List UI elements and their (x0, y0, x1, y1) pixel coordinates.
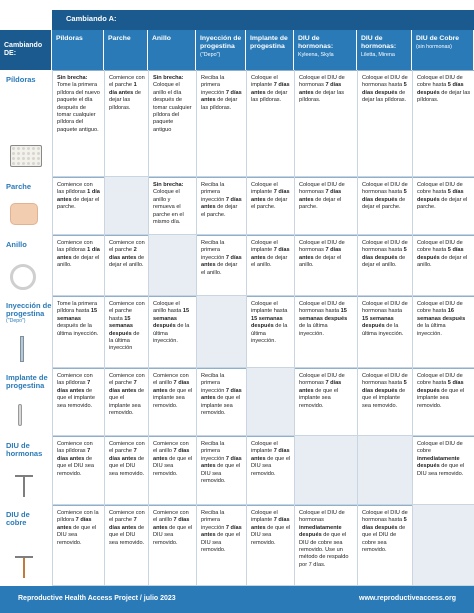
instruction-cell: Reciba la primera inyección 7 días antes de dejar el anillo. (196, 235, 246, 296)
empty-cell (246, 368, 294, 436)
footer-website-link[interactable]: www.reproductiveaccess.org (359, 595, 456, 602)
instruction-cell: Comience con el parche 7 días antes de que el DIU sea removido. (104, 436, 148, 505)
instruction-cell: Reciba la primera inyección 7 días antes de que el DIU sea removido. (196, 505, 246, 586)
instruction-cell: Coloque el DIU de hormonas hasta 5 días después de que el DIU de cobre sea removido. (357, 505, 412, 586)
empty-cell (294, 436, 357, 505)
instruction-cell: Comience con el parche hasta 15 semanas después de la última inyección (104, 296, 148, 368)
column-header (246, 30, 294, 70)
instruction-cell: Reciba la primera inyección 7 días antes de que el implante sea removido. (196, 368, 246, 436)
column-header-label: Píldoras (56, 35, 83, 42)
syringe-icon (20, 336, 24, 362)
empty-cell (412, 505, 474, 586)
instruction-cell: Coloque el DIU de hormonas hasta 5 días después de dejar las píldoras. (357, 70, 412, 177)
instruction-cell: Coloque el DIU de cobre hasta 5 días después de dejar el anillo. (412, 235, 474, 296)
instruction-cell: Coloque el DIU de hormonas 7 días antes de dejar el parche. (294, 177, 357, 235)
column-header-label: DIU de hormonas: (361, 35, 397, 50)
row-label (0, 177, 52, 235)
instruction-cell: Comience con el anillo 7 días antes de que el DIU sea removido. (148, 505, 196, 586)
column-header-label: Implante de progestina (250, 35, 288, 50)
instruction-cell: Coloque el DIU de hormonas inmediatamente después de que el DIU de cobre sea removido. Use un método de respaldo por 7 días. (294, 505, 357, 586)
column-header-label: DIU de hormonas: (298, 35, 334, 50)
row-label-text: Inyección de progestina (6, 301, 52, 319)
implant-icon (18, 404, 22, 426)
column-header-sublabel: ("Depo") (200, 51, 221, 58)
instruction-cell: Comience con las píldoras 1 día antes de dejar el parche. (52, 177, 104, 235)
row-label-text: Implante de progestina (6, 373, 48, 391)
column-header-label: Anillo (152, 35, 171, 42)
instruction-cell: Coloque el DIU de cobre hasta 5 días después de que el implante sea removido. (412, 368, 474, 436)
instruction-cell: Coloque el DIU de hormonas 7 días antes de dejar el anillo. (294, 235, 357, 296)
instruction-cell: Reciba la primera inyección 7 días antes de dejar el parche. (196, 177, 246, 235)
column-header-label: Parche (108, 35, 131, 42)
instruction-cell: Coloque el implante 7 días antes de que el DIU sea removido. (246, 505, 294, 586)
patch-icon (10, 203, 38, 225)
column-header (294, 30, 357, 70)
empty-cell (148, 235, 196, 296)
instruction-cell: Coloque el DIU de hormonas 7 días antes de que el implante sea removido. (294, 368, 357, 436)
row-label (0, 436, 52, 505)
row-label (0, 368, 52, 436)
row-label (0, 70, 52, 177)
instruction-cell: Sin brecha: Coloque el anillo el día después de tomar cualquier píldora del paquete antiguo (148, 70, 196, 177)
instruction-cell: Coloque el DIU de cobre hasta 5 días después de dejar el parche. (412, 177, 474, 235)
instruction-cell: Comience con las píldoras 1 día antes de dejar el anillo. (52, 235, 104, 296)
empty-cell (104, 177, 148, 235)
column-header-sublabel: Kyleena, Skyla (298, 51, 334, 58)
instruction-cell: Coloque el anillo hasta 15 semanas después de la última inyección. (148, 296, 196, 368)
top-banner (0, 0, 474, 30)
row-label-sub: ("Depo") (6, 317, 26, 324)
instruction-cell: Comience con el anillo 7 días antes de que el DIU sea removido. (148, 436, 196, 505)
instruction-cell: Comience con el parche 7 días antes de que el DIU sea removido. (104, 505, 148, 586)
column-header-label: DIU de Cobre (416, 35, 460, 42)
instruction-cell: Comience con las píldoras 7 días antes de que el implante sea removido. (52, 368, 104, 436)
instruction-cell: Coloque el DIU de hormonas hasta 5 días después de dejar el anillo. (357, 235, 412, 296)
instruction-cell: Coloque el DIU de cobre hasta 5 días después de dejar las píldoras. (412, 70, 474, 177)
instruction-cell: Coloque el DIU de hormonas 7 días antes de dejar las píldoras. (294, 70, 357, 177)
cambiando-a-title: Cambiando A: (52, 10, 474, 30)
instruction-cell: Coloque el DIU de hormonas hasta 5 días después de que el implante sea removido. (357, 368, 412, 436)
pill-pack-icon (10, 145, 42, 167)
instruction-cell: Comience con el parche 1 día antes de dejar las píldoras. (104, 70, 148, 177)
empty-cell (357, 436, 412, 505)
footer (0, 586, 474, 613)
instruction-cell: Reciba la primera inyección 7 días antes de dejar las píldoras. (196, 70, 246, 177)
instruction-cell: Comience con el anillo 7 días antes de que el implante sea removido. (148, 368, 196, 436)
row-label (0, 235, 52, 296)
empty-cell (196, 296, 246, 368)
column-header (196, 30, 246, 70)
instruction-cell: Coloque el DIU de hormonas hasta 15 semanas después de la última inyección. (357, 296, 412, 368)
instruction-cell: Coloque el implante 7 días antes de dejar las píldoras. (246, 70, 294, 177)
instruction-cell: Coloque el DIU de hormonas hasta 5 días después de dejar el parche. (357, 177, 412, 235)
instruction-cell: Coloque el implante hasta 15 semanas después de la última inyección. (246, 296, 294, 368)
instruction-cell: Comience con el parche 2 días antes de dejar el anillo. (104, 235, 148, 296)
instruction-cell: Coloque el DIU de cobre inmediatamente después de que el DIU sea removido. (412, 436, 474, 505)
instruction-cell: Comience con la píldora 7 días antes de que el DIU sea removido. (52, 505, 104, 586)
row-label-text: Anillo (6, 240, 27, 249)
instruction-cell: Sin brecha: Tome la primera píldora del nuevo paquete el día después de tomar cualquier píldora del paquete antiguo. (52, 70, 104, 177)
instruction-cell: Coloque el DIU de hormonas hasta 15 semanas después de la última inyección. (294, 296, 357, 368)
instruction-cell: Reciba la primera inyección 7 días antes de que el DIU sea removido. (196, 436, 246, 505)
row-label-text: DIU de cobre (6, 510, 30, 528)
instruction-cell: Coloque el implante 7 días antes de dejar el parche. (246, 177, 294, 235)
instruction-cell: Comience con el parche 7 días antes de que el implante sea removido. (104, 368, 148, 436)
hormonal-iud-icon (15, 473, 33, 497)
column-header-label: Inyección de progestina (200, 35, 242, 50)
ring-icon (10, 264, 36, 290)
header-cambiando-de: Cambiando DE: (0, 30, 52, 70)
column-header (148, 30, 196, 70)
column-header-sublabel: Liletta, Mirena (361, 51, 395, 58)
column-header (357, 30, 412, 70)
row-label-text: Parche (6, 182, 32, 191)
instruction-cell: Sin brecha: Coloque el anillo y remueva el parche en el mismo día. (148, 177, 196, 235)
instruction-cell: Tome la primera píldora hasta 15 semanas después de la última inyección. (52, 296, 104, 368)
instruction-cell: Coloque el implante 7 días antes de dejar el anillo. (246, 235, 294, 296)
footer-credit: Reproductive Health Access Project / julio 2023 (18, 595, 176, 602)
column-header (52, 30, 104, 70)
instruction-cell: Comience con las píldoras 7 días antes de que el DIU sea removido. (52, 436, 104, 505)
row-label (0, 296, 52, 368)
column-header-sublabel: (sin hormonas) (416, 43, 452, 50)
row-label (0, 505, 52, 586)
column-header (412, 30, 474, 70)
copper-iud-icon (15, 554, 33, 578)
row-label-text: DIU de hormonas (6, 441, 43, 459)
instruction-cell: Coloque el implante 7 días antes de que el DIU sea removido. (246, 436, 294, 505)
row-label-text: Píldoras (6, 75, 36, 84)
instruction-cell: Coloque el DIU de cobre hasta 16 semanas después de la última inyección. (412, 296, 474, 368)
column-header (104, 30, 148, 70)
